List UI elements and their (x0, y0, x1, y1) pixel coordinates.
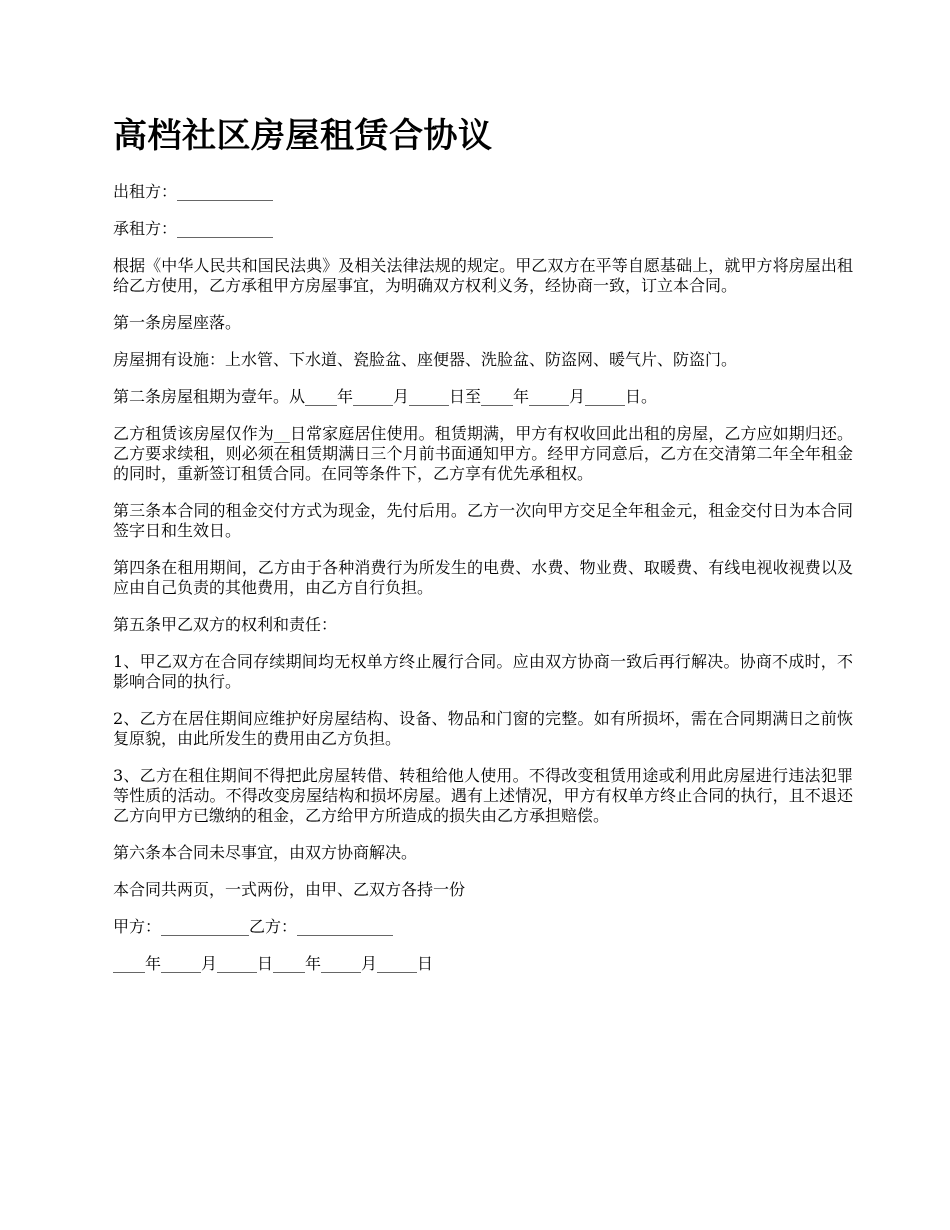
signature-line: 甲方：___________乙方：____________ (113, 917, 394, 936)
lessor-line: 出租方：____________ (113, 182, 274, 201)
copies-paragraph: 本合同共两页，一式两份，由甲、乙双方各持一份 (113, 880, 466, 899)
facilities-paragraph: 房屋拥有设施：上水管、下水道、瓷脸盆、座便器、洗脸盆、防盗网、暖气片、防盗门。 (113, 350, 738, 369)
article-5-heading: 第五条甲乙双方的权利和责任： (113, 615, 338, 634)
clause-3-paragraph: 3、乙方在租住期间不得把此房屋转借、转租给他人使用。不得改变租赁用途或利用此房屋进行违法犯罪等性质的活动。不得改变房屋结构和损坏房屋。遇有上述情况，甲方有权单方终止合同的执行，且不退还乙方向甲方已缴纳的租金，乙方给甲方所造成的损失由乙方承担赔偿。 (113, 766, 853, 825)
document-title: 高档社区房屋租赁合协议 (113, 116, 493, 156)
article-2-paragraph: 第二条房屋租期为壹年。从____年_____月_____日至____年_____月_____日。 (113, 387, 658, 406)
clause-2-paragraph: 2、乙方在居住期间应维护好房屋结构、设备、物品和门窗的完整。如有所损坏，需在合同期满日之前恢复原貌，由此所发生的费用由乙方负担。 (113, 709, 853, 748)
usage-paragraph: 乙方租赁该房屋仅作为__日常家庭居住使用。租赁期满，甲方有权收回此出租的房屋，乙方应如期归还。乙方要求续租，则必须在租赁期满日三个月前书面通知甲方。经甲方同意后，乙方在交清第二年全年租金的同时，重新签订租赁合同。在同等条件下，乙方享有优先承租权。 (113, 424, 853, 483)
date-line: ____年_____月_____日____年_____月_____日 (113, 954, 434, 973)
article-1-heading: 第一条房屋座落。 (113, 313, 242, 332)
preamble-paragraph: 根据《中华人民共和国民法典》及相关法律法规的规定。甲乙双方在平等自愿基础上，就甲方将房屋出租给乙方使用，乙方承租甲方房屋事宜，为明确双方权利义务，经协商一致，订立本合同。 (113, 256, 853, 295)
article-4-paragraph: 第四条在租用期间，乙方由于各种消费行为所发生的电费、水费、物业费、取暖费、有线电视收视费以及应由自己负责的其他费用，由乙方自行负担。 (113, 558, 853, 597)
clause-1-paragraph: 1、甲乙双方在合同存续期间均无权单方终止履行合同。应由双方协商一致后再行解决。协商不成时，不影响合同的执行。 (113, 652, 853, 691)
article-6-paragraph: 第六条本合同未尽事宜，由双方协商解决。 (113, 843, 418, 862)
lessee-line: 承租方：____________ (113, 219, 274, 238)
article-3-paragraph: 第三条本合同的租金交付方式为现金，先付后用。乙方一次向甲方交足全年租金元，租金交付日为本合同签字日和生效日。 (113, 501, 853, 540)
document-page (113, 112, 853, 991)
